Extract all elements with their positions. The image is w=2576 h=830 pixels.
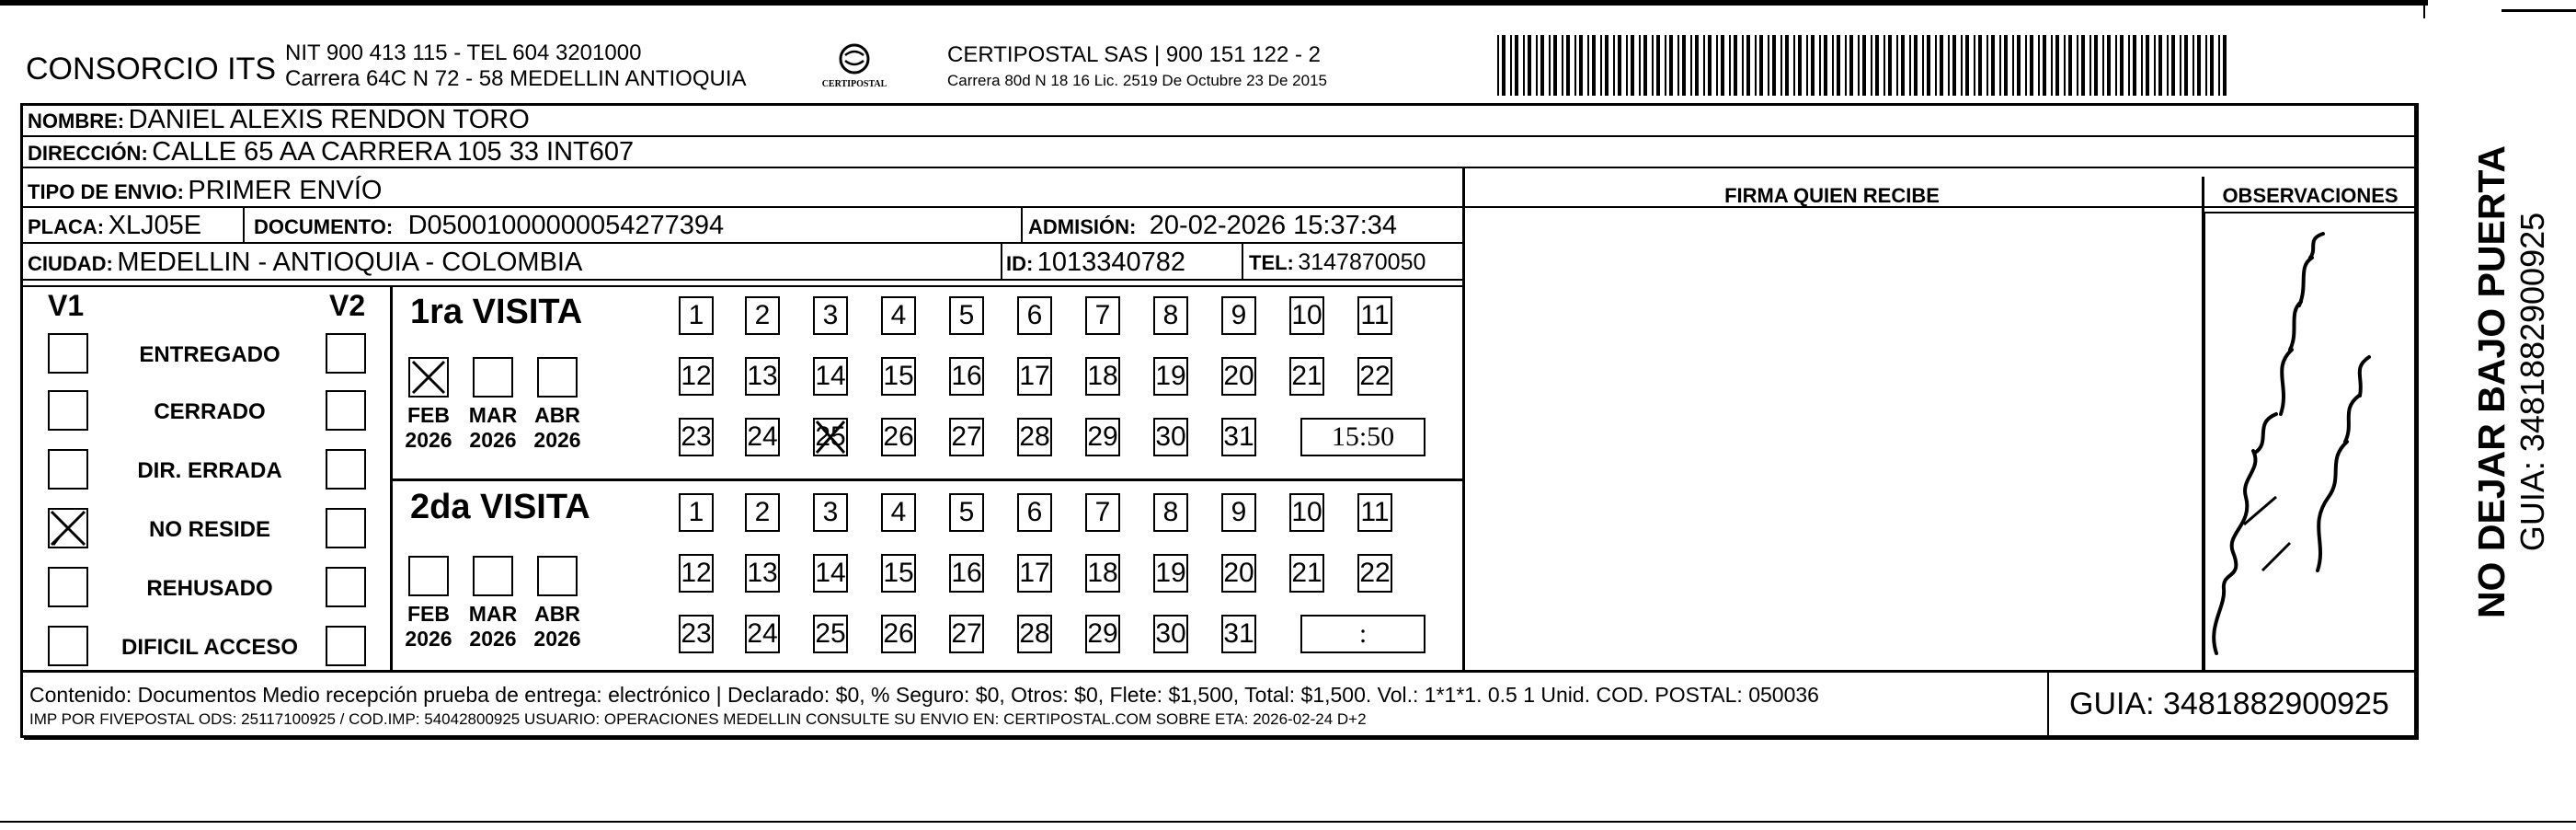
direccion-value: CALLE 65 AA CARRERA 105 33 INT607 (152, 137, 635, 167)
day-number: 2 (754, 300, 771, 330)
month-name: MAR (468, 403, 518, 427)
month-year: 2026 (405, 627, 452, 651)
month-checkbox[interactable] (537, 357, 578, 398)
month-checkbox[interactable] (537, 556, 578, 596)
v1-checkbox[interactable] (48, 508, 88, 548)
visit2-title: 2da VISITA (410, 488, 590, 526)
day-box[interactable] (1153, 493, 1188, 532)
id-value: 1013340782 (1036, 248, 1186, 277)
nombre-row (28, 105, 530, 135)
month-name: MAR (468, 602, 518, 626)
day-box[interactable] (1357, 296, 1392, 335)
status-option-label: NO RESIDE (148, 517, 271, 542)
day-number: 8 (1162, 497, 1179, 527)
month-name: FEB (407, 602, 450, 626)
month-checkbox[interactable] (408, 556, 449, 596)
day-number: 13 (747, 558, 778, 588)
day-box[interactable] (1221, 493, 1256, 532)
day-box[interactable] (813, 357, 848, 396)
placa-value: XLJ05E (108, 211, 202, 240)
day-box[interactable] (1085, 357, 1120, 396)
day-number: 15 (883, 558, 914, 588)
day-number: 10 (1291, 300, 1322, 330)
month-year: 2026 (533, 627, 581, 651)
day-number: 21 (1291, 558, 1322, 588)
day-box[interactable] (949, 296, 984, 335)
admision-value: 20-02-2026 15:37:34 (1149, 211, 1398, 240)
day-number: 14 (815, 558, 846, 588)
direccion-label: DIRECCIÓN: (28, 142, 148, 165)
day-box[interactable] (679, 554, 714, 593)
day-box[interactable] (1357, 357, 1392, 396)
no-dejar-bajo-puerta: NO DEJAR BAJO PUERTA (2470, 144, 2513, 619)
day-number: 22 (1359, 361, 1391, 391)
day-box[interactable] (1085, 493, 1120, 532)
day-box[interactable] (1221, 615, 1256, 653)
day-number: 18 (1087, 558, 1118, 588)
day-box[interactable] (1153, 554, 1188, 593)
day-number: 2 (754, 497, 771, 527)
day-number: 29 (1087, 618, 1118, 649)
documento-value: D05001000000054277394 (407, 211, 725, 240)
placa-label: PLACA: (28, 215, 105, 238)
v2-checkbox[interactable] (326, 333, 366, 374)
day-number: 6 (1026, 300, 1043, 330)
day-number: 9 (1231, 300, 1247, 330)
day-number: 25 (815, 618, 846, 649)
day-box[interactable] (1289, 493, 1324, 532)
day-check-mark (813, 418, 848, 456)
v2-checkbox[interactable] (326, 508, 366, 548)
day-number: 17 (1019, 361, 1050, 391)
carrier-line2: Carrera 80d N 18 16 Lic. 2519 De Octubre 23 De 2015 (947, 72, 1327, 89)
day-number: 23 (681, 618, 712, 649)
day-box[interactable] (813, 615, 848, 653)
day-box[interactable] (881, 615, 916, 653)
v2-label: V2 (329, 289, 366, 322)
day-number: 10 (1291, 497, 1322, 527)
day-number: 23 (681, 421, 712, 452)
day-box[interactable] (679, 493, 714, 532)
day-number: 16 (951, 558, 982, 588)
nombre-label: NOMBRE: (28, 110, 125, 133)
status-option-label: REHUSADO (146, 576, 273, 601)
day-box[interactable] (1085, 296, 1120, 335)
day-number: 27 (951, 618, 982, 649)
tipo-value: PRIMER ENVÍO (188, 176, 383, 205)
admision-cell (1028, 210, 1397, 246)
tel-label: TEL: (1249, 251, 1294, 274)
day-box[interactable] (881, 493, 916, 532)
day-number: 27 (951, 421, 982, 452)
time-box[interactable] (1300, 418, 1425, 456)
company-line1: NIT 900 413 115 - TEL 604 3201000 (285, 40, 642, 65)
day-number: 4 (890, 300, 907, 330)
day-number: 1 (688, 497, 704, 527)
day-box[interactable] (1085, 418, 1120, 456)
day-box[interactable] (1153, 418, 1188, 456)
day-number: 5 (958, 497, 975, 527)
day-number: 18 (1087, 361, 1118, 391)
tipo-label: TIPO DE ENVIO: (28, 180, 184, 203)
day-number: 29 (1087, 421, 1118, 452)
footer-guia: GUIA: 3481882900925 (2069, 686, 2389, 721)
month-checkbox[interactable] (408, 357, 449, 398)
v2-checkbox[interactable] (326, 567, 366, 607)
day-box[interactable] (679, 418, 714, 456)
v2-checkbox[interactable] (326, 390, 366, 431)
day-number: 6 (1026, 497, 1043, 527)
month-name: ABR (534, 403, 580, 427)
month-label (529, 403, 586, 453)
day-box[interactable] (1153, 615, 1188, 653)
day-number: 26 (883, 421, 914, 452)
day-box[interactable] (813, 296, 848, 335)
month-label (400, 602, 457, 651)
day-box[interactable] (1017, 615, 1052, 653)
day-number: 12 (681, 558, 712, 588)
day-box[interactable] (679, 357, 714, 396)
month-label (400, 403, 457, 453)
documento-label: DOCUMENTO: (254, 215, 394, 238)
day-box[interactable] (679, 615, 714, 653)
v1-checkbox[interactable] (48, 567, 88, 607)
day-box[interactable] (745, 554, 780, 593)
day-box[interactable] (1085, 554, 1120, 593)
tel-value: 3147870050 (1298, 249, 1426, 275)
day-number: 15 (883, 361, 914, 391)
month-year: 2026 (469, 428, 517, 452)
id-label: ID: (1006, 252, 1034, 275)
day-box[interactable] (1017, 493, 1052, 532)
header (0, 6, 2428, 101)
status-option-label: DIR. ERRADA (137, 458, 282, 483)
day-box[interactable] (1153, 296, 1188, 335)
day-box[interactable] (1153, 357, 1188, 396)
day-box[interactable] (745, 418, 780, 456)
time-value: : (1358, 618, 1368, 649)
day-number: 28 (1019, 618, 1050, 649)
day-number: 22 (1359, 558, 1391, 588)
day-box[interactable] (1221, 296, 1256, 335)
month-name: ABR (534, 602, 580, 626)
day-number: 11 (1360, 497, 1390, 527)
month-year: 2026 (533, 428, 581, 452)
day-box[interactable] (949, 418, 984, 456)
day-number: 30 (1155, 618, 1186, 649)
day-box[interactable] (745, 296, 780, 335)
status-option-label: ENTREGADO (139, 342, 280, 367)
v1-checkbox[interactable] (48, 333, 88, 374)
placa-cell (28, 210, 201, 246)
observaciones-label: OBSERVACIONES (2222, 184, 2399, 207)
company-name: CONSORCIO ITS (26, 52, 277, 86)
day-number: 20 (1223, 558, 1254, 588)
admision-label: ADMISIÓN: (1028, 215, 1137, 238)
day-box[interactable] (745, 493, 780, 532)
svg-text:CERTIPOSTAL: CERTIPOSTAL (821, 79, 887, 89)
day-number: 17 (1019, 558, 1050, 588)
barcode (1497, 35, 2233, 96)
side-guia: GUIA: 3481882900925 (2513, 212, 2551, 552)
v1-checkbox[interactable] (48, 390, 88, 431)
day-number: 3 (822, 497, 839, 527)
day-number: 8 (1162, 300, 1179, 330)
v2-checkbox[interactable] (326, 449, 366, 490)
day-box[interactable] (745, 615, 780, 653)
day-number: 9 (1231, 497, 1247, 527)
day-number: 26 (883, 618, 914, 649)
day-box[interactable] (949, 554, 984, 593)
id-cell (1006, 247, 1185, 282)
month-label (464, 403, 521, 453)
v1-checkbox[interactable] (48, 626, 88, 666)
month-name: FEB (407, 403, 450, 427)
day-number: 4 (890, 497, 907, 527)
day-number: 24 (747, 421, 778, 452)
side-notice (2469, 106, 2570, 658)
day-number: 25 (815, 421, 846, 452)
day-box[interactable] (949, 357, 984, 396)
day-number: 30 (1155, 421, 1186, 452)
day-box[interactable] (1017, 418, 1052, 456)
documento-cell (254, 210, 724, 246)
carrier-line1: CERTIPOSTAL SAS | 900 151 122 - 2 (947, 42, 1321, 67)
day-number: 31 (1223, 618, 1254, 649)
month-checkbox[interactable] (473, 556, 513, 596)
day-box[interactable] (679, 296, 714, 335)
nombre-value: DANIEL ALEXIS RENDON TORO (128, 105, 530, 134)
tipo-row (28, 175, 382, 206)
footer-contenido: Contenido: Documentos Medio recepción prueba de entrega: electrónico | Declarado: $0, % Seguro: $0, Otros: $0, Flete: $1,500, Total: $1,500. Vol.: 1*1*1. 0.5 1 Unid. COD. POSTAL: 050036 (29, 683, 1819, 707)
day-box[interactable] (881, 554, 916, 593)
ciudad-value: MEDELLIN - ANTIOQUIA - COLOMBIA (117, 248, 583, 277)
day-number: 24 (747, 618, 778, 649)
firma-label: FIRMA QUIEN RECIBE (1724, 184, 1940, 207)
day-number: 31 (1223, 421, 1254, 452)
day-number: 12 (681, 361, 712, 391)
day-box[interactable] (1221, 357, 1256, 396)
month-label (529, 602, 586, 651)
day-number: 7 (1094, 497, 1111, 527)
day-box[interactable] (1357, 554, 1392, 593)
day-box[interactable] (1085, 615, 1120, 653)
v1-checkbox[interactable] (48, 449, 88, 490)
day-box[interactable] (949, 493, 984, 532)
day-box[interactable] (1017, 296, 1052, 335)
day-box[interactable] (813, 554, 848, 593)
ciudad-cell (28, 247, 582, 282)
day-number: 3 (822, 300, 839, 330)
day-box[interactable] (881, 418, 916, 456)
day-box[interactable] (1017, 357, 1052, 396)
day-number: 14 (815, 361, 846, 391)
day-number: 11 (1360, 300, 1390, 330)
footer-imp: IMP POR FIVEPOSTAL ODS: 25117100925 / COD.IMP: 54042800925 USUARIO: OPERACIONES MEDELLIN CONSULTE SU ENVIO EN: CERTIPOSTAL.COM SOBRE ETA: 2026-02-24 D+2 (29, 710, 1367, 728)
day-number: 13 (747, 361, 778, 391)
month-label (464, 602, 521, 651)
certipostal-logo (820, 40, 888, 96)
day-box[interactable] (1221, 418, 1256, 456)
day-number: 19 (1155, 361, 1186, 391)
month-checkbox[interactable] (473, 357, 513, 398)
visit1-title: 1ra VISITA (410, 293, 583, 331)
v2-checkbox[interactable] (326, 626, 366, 666)
day-number: 16 (951, 361, 982, 391)
day-box[interactable] (881, 296, 916, 335)
month-year: 2026 (405, 428, 452, 452)
tel-cell (1249, 247, 1425, 282)
day-number: 28 (1019, 421, 1050, 452)
day-number: 20 (1223, 361, 1254, 391)
day-number: 21 (1291, 361, 1322, 391)
day-box[interactable] (1289, 554, 1324, 593)
day-number: 1 (688, 300, 704, 330)
day-number: 19 (1155, 558, 1186, 588)
day-box[interactable] (881, 357, 916, 396)
time-box[interactable] (1300, 615, 1425, 653)
day-box[interactable] (949, 615, 984, 653)
company-line2: Carrera 64C N 72 - 58 MEDELLIN ANTIOQUIA (285, 66, 747, 91)
v1-label: V1 (48, 289, 85, 322)
day-box[interactable] (813, 418, 848, 456)
status-option-label: DIFICIL ACCESO (120, 635, 298, 660)
day-box[interactable] (1357, 493, 1392, 532)
month-year: 2026 (469, 627, 517, 651)
day-box[interactable] (1289, 357, 1324, 396)
day-box[interactable] (1289, 296, 1324, 335)
day-box[interactable] (813, 493, 848, 532)
day-box[interactable] (745, 357, 780, 396)
day-box[interactable] (1221, 554, 1256, 593)
ciudad-label: CIUDAD: (28, 252, 113, 275)
day-box[interactable] (1017, 554, 1052, 593)
day-number: 7 (1094, 300, 1111, 330)
handwritten-signature (2189, 221, 2410, 663)
status-option-label: CERRADO (154, 399, 266, 424)
time-value: 15:50 (1331, 421, 1395, 452)
direccion-row (28, 137, 634, 167)
day-number: 5 (958, 300, 975, 330)
